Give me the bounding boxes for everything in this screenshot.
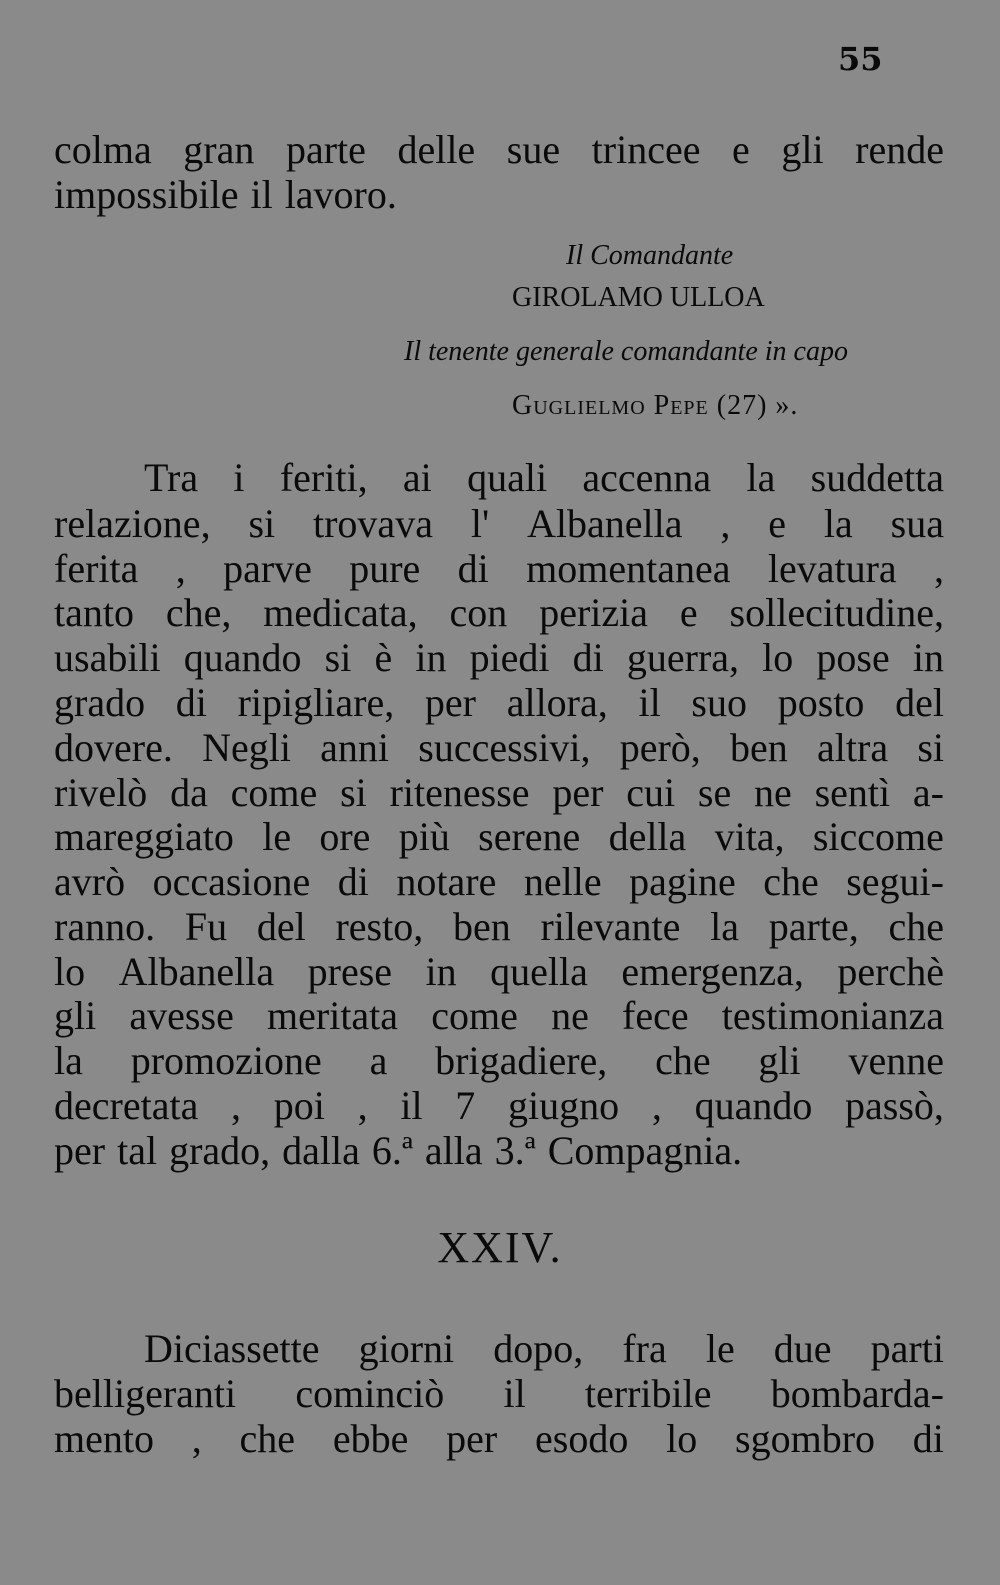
section-heading: XXIV. [437, 1223, 563, 1272]
word: si [340, 770, 367, 815]
word: gran [183, 127, 255, 172]
word: nelle [523, 859, 602, 904]
word: , [231, 1083, 242, 1128]
word: decretata [54, 1083, 199, 1128]
word: dalla [282, 1128, 360, 1173]
word: che [763, 859, 819, 904]
word: altra [817, 725, 889, 770]
word: trovava [313, 501, 433, 546]
text-line [54, 1372, 944, 1416]
text-line [54, 950, 944, 994]
word: Albanella [527, 501, 683, 546]
word: il [250, 172, 273, 217]
word: tanto [54, 590, 134, 635]
word: parte, [768, 904, 859, 949]
word: si [248, 501, 276, 546]
word: si [917, 725, 944, 770]
text-line [54, 591, 944, 635]
word: a- [912, 770, 944, 815]
word: posto [777, 680, 865, 725]
signature-title: Il tenente generale comandante in capo [404, 336, 848, 367]
word: avrò [54, 859, 126, 904]
word: delle [397, 127, 476, 172]
word: 7 [455, 1083, 476, 1128]
word: di [572, 635, 604, 680]
word: dovere. [54, 725, 173, 770]
word: sue [506, 127, 561, 172]
word: suo [691, 680, 747, 725]
word: gli [781, 127, 824, 172]
text-line [54, 1039, 944, 1083]
word: si [324, 635, 352, 680]
word: colma [54, 127, 152, 172]
word: notare [396, 859, 497, 904]
word: accenna [582, 455, 712, 500]
word: gli [758, 1038, 801, 1083]
word: meritata [267, 993, 399, 1038]
text-line [54, 681, 944, 725]
word: per [552, 770, 604, 815]
text-line [144, 456, 944, 500]
word: giugno [508, 1083, 620, 1128]
word: ebbe [332, 1416, 409, 1461]
text-line [54, 815, 944, 859]
text-line [54, 502, 944, 546]
text-line [54, 860, 944, 904]
word: del [895, 680, 944, 725]
word: sgombro [735, 1416, 876, 1461]
word: a [369, 1038, 388, 1083]
word: che [888, 904, 944, 949]
word: del [256, 904, 306, 949]
word: successivi, [418, 725, 591, 770]
word: in [415, 635, 447, 680]
word: vita, [714, 814, 785, 859]
word: quando [183, 635, 302, 680]
signature-name: GIROLAMO ULLOA [512, 282, 765, 313]
word: Diciassette [144, 1326, 320, 1371]
word: parte [285, 127, 366, 172]
word: promozione [130, 1038, 322, 1083]
word: 6.ª [371, 1128, 413, 1173]
text-line [54, 1129, 944, 1173]
word: con [449, 590, 508, 635]
word: sua [890, 501, 944, 546]
page-number: 55 [838, 40, 883, 78]
word: e [679, 590, 698, 635]
word: di [337, 859, 369, 904]
text-line [54, 1417, 944, 1461]
word: Negli [202, 725, 291, 770]
word: in [912, 635, 944, 680]
word: più [398, 814, 450, 859]
text-line [54, 994, 944, 1038]
word: anni [320, 725, 390, 770]
word: la [710, 904, 740, 949]
word: dopo, [493, 1326, 584, 1371]
text-line [54, 636, 944, 680]
word: pure [349, 546, 421, 591]
word: momentanea [526, 546, 731, 591]
word: per [424, 680, 476, 725]
word: lo [666, 1416, 698, 1461]
word: la [823, 501, 853, 546]
word: poi [273, 1083, 325, 1128]
text-line [54, 726, 944, 770]
word: parve [223, 546, 312, 591]
word: medicata, [263, 590, 418, 635]
word: però, [619, 725, 701, 770]
word: testimonianza [721, 993, 944, 1038]
word: allora, [506, 680, 608, 725]
word: il [400, 1083, 423, 1128]
text-line [144, 1327, 944, 1371]
word: per [446, 1416, 498, 1461]
word: alla [424, 1128, 483, 1173]
word: rilevante [540, 904, 681, 949]
word: il [503, 1371, 526, 1416]
word: guerra, [626, 635, 740, 680]
word: Tra [144, 455, 199, 500]
word: da [170, 770, 208, 815]
word: relazione, [54, 501, 211, 546]
word: se [697, 770, 732, 815]
word: 3.ª [494, 1128, 536, 1173]
word: ai [402, 455, 432, 500]
word: Fu [184, 904, 228, 949]
word: in [425, 949, 457, 994]
word: lo [762, 635, 794, 680]
word: , [933, 546, 944, 591]
word: rivelò [54, 770, 148, 815]
text-line [54, 547, 944, 591]
word: ritenesse [389, 770, 530, 815]
word: che, [165, 590, 232, 635]
word: pagine [629, 859, 736, 904]
word: brigadiere, [435, 1038, 608, 1083]
word: resto, [335, 904, 424, 949]
word: pose [816, 635, 890, 680]
word: levatura [767, 546, 897, 591]
word: Compagnia. [547, 1128, 743, 1173]
word: cominciò [295, 1371, 445, 1416]
word: grado [54, 680, 146, 725]
text-line [54, 128, 944, 172]
word: l' [470, 501, 490, 546]
word: due [773, 1326, 832, 1371]
word: occasione [152, 859, 311, 904]
word: di [175, 680, 207, 725]
word: quando [694, 1083, 813, 1128]
word: ferita [54, 546, 139, 591]
word: come [431, 993, 518, 1038]
word: tal [117, 1128, 158, 1173]
word: fra [622, 1326, 667, 1371]
word: bombarda- [770, 1371, 944, 1416]
word: ranno. [54, 904, 156, 949]
word: venne [848, 1038, 944, 1083]
word: usabili [54, 635, 161, 680]
word: ne [754, 770, 792, 815]
word: il [638, 680, 661, 725]
text-line [54, 905, 944, 949]
word: ripigliare, [237, 680, 395, 725]
text-line [54, 1084, 944, 1128]
word: che [655, 1038, 711, 1083]
word: belligeranti [54, 1371, 237, 1416]
word: la [54, 1038, 83, 1083]
word: quella [490, 949, 588, 994]
word: passò, [845, 1083, 944, 1128]
word: esodo [535, 1416, 629, 1461]
word: parti [870, 1326, 944, 1371]
word: , [651, 1083, 662, 1128]
word: i [233, 455, 245, 500]
word: emergenza, [621, 949, 804, 994]
word: le [262, 814, 292, 859]
word: lavoro. [284, 172, 397, 217]
word: ore [319, 814, 371, 859]
word: ben [452, 904, 511, 949]
word: per [54, 1128, 106, 1173]
word: serene [478, 814, 581, 859]
word: suddetta [810, 455, 944, 500]
word: perchè [837, 949, 944, 994]
word: lo [54, 949, 86, 994]
word: gli [54, 993, 97, 1038]
word: giorni [358, 1326, 455, 1371]
word: terribile [584, 1371, 712, 1416]
word: impossibile [54, 172, 239, 217]
word: trincee [591, 127, 701, 172]
signature-name: Guglielmo Pepe (27) ». [512, 390, 799, 421]
word: piedi [469, 635, 550, 680]
text-line [54, 173, 944, 217]
word: la [746, 455, 776, 500]
word: segui- [846, 859, 944, 904]
word: rende [855, 127, 944, 172]
word: e [732, 127, 750, 172]
word: , [191, 1416, 202, 1461]
word: sentì [814, 770, 891, 815]
word: perizia [539, 590, 648, 635]
word: le [705, 1326, 735, 1371]
word: cui [626, 770, 676, 815]
word: di [457, 546, 489, 591]
word: feriti, [279, 455, 368, 500]
word: ne [551, 993, 589, 1038]
word: , [175, 546, 186, 591]
word: mento [54, 1416, 154, 1461]
word: è [374, 635, 393, 680]
word: mareggiato [54, 814, 234, 859]
word: avesse [129, 993, 234, 1038]
word: prese [307, 949, 393, 994]
text-line [54, 771, 944, 815]
word: siccome [812, 814, 944, 859]
word: , [357, 1083, 368, 1128]
word: Albanella [118, 949, 275, 994]
word: , [720, 501, 731, 546]
word: della [608, 814, 687, 859]
word: di [912, 1416, 944, 1461]
word: fece [622, 993, 689, 1038]
word: ben [730, 725, 788, 770]
word: e [768, 501, 787, 546]
signature-title: Il Comandante [566, 240, 734, 271]
word: sollecitudine, [729, 590, 944, 635]
word: come [230, 770, 318, 815]
word: grado, [169, 1128, 271, 1173]
word: quali [467, 455, 548, 500]
word: che [239, 1416, 296, 1461]
